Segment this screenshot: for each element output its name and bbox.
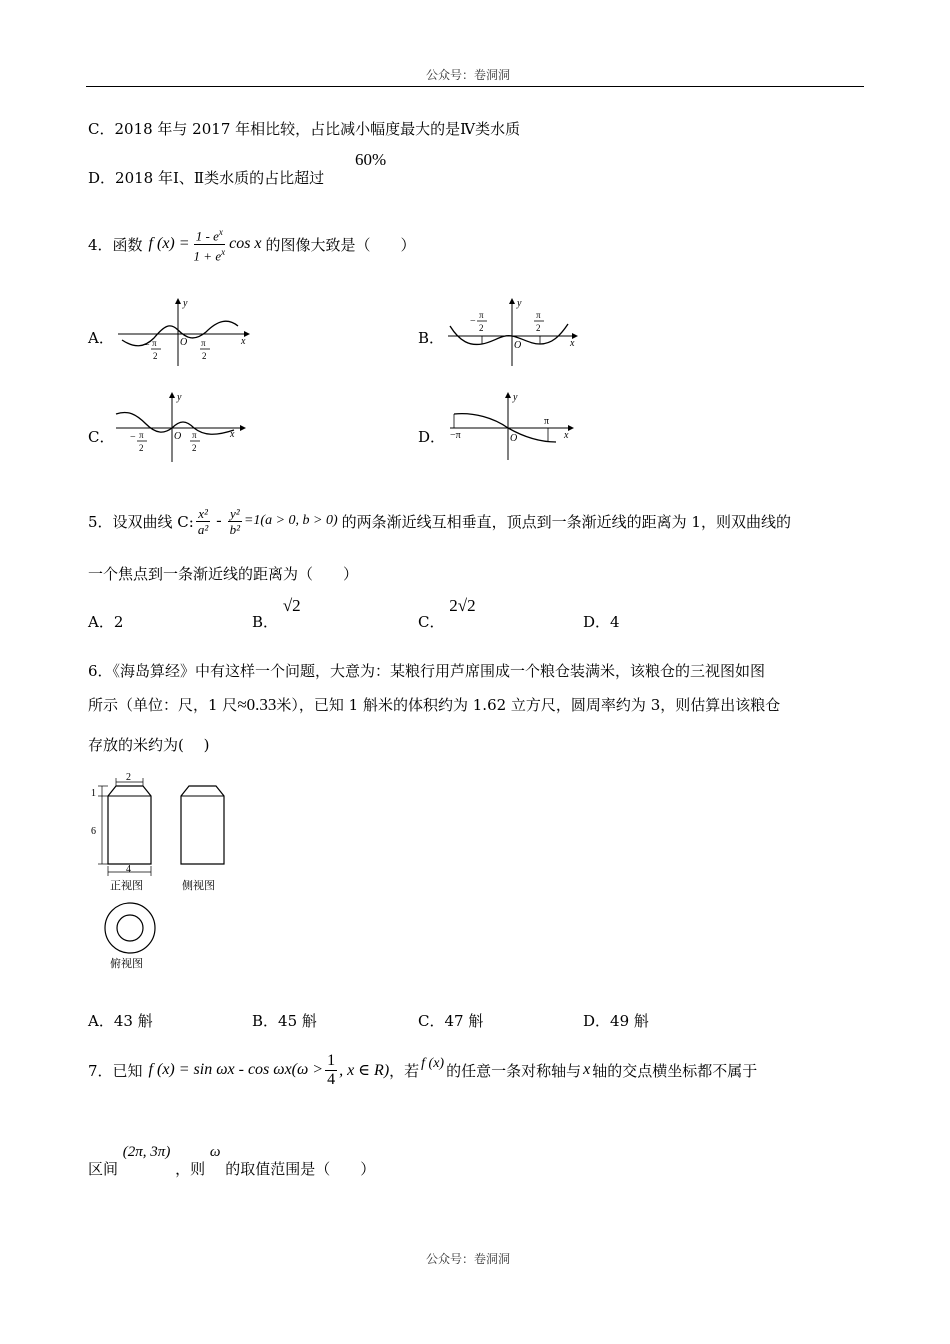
q7-mid2: 的任意一条对称轴与 <box>446 1061 582 1080</box>
y-label: y <box>183 298 188 309</box>
q5-option-d: D．4 <box>583 613 620 631</box>
x-arrow-icon <box>240 425 246 431</box>
neg-pi-num: π <box>479 310 484 320</box>
origin-label: O <box>180 337 188 348</box>
pi-label: π <box>544 416 550 427</box>
q5-option-c-label: C． <box>418 613 445 631</box>
q7-fx: f (x) = sin ωx - cos ωx(ω > <box>148 1061 324 1078</box>
q5-minus: - <box>216 512 222 529</box>
neg-pi-den: 2 <box>139 443 144 453</box>
q7-interval: (2π, 3π) <box>122 1144 171 1160</box>
q5-frac-x <box>196 506 210 537</box>
front-view-label: 正视图 <box>110 880 143 892</box>
q6-line2b: 米），已知 1 斛米的体积约为 1.62 立方尺，圆周率约为 3，则估算出该粮仓 <box>276 696 781 714</box>
q5-eq-cond: =1(a > 0, b > 0) <box>243 513 338 528</box>
header-rule <box>86 86 864 87</box>
q4-stem <box>88 222 416 266</box>
q5-a2: a² <box>197 521 209 537</box>
q5-option-a: A．2 <box>88 613 124 631</box>
pi-num: π <box>192 430 197 440</box>
q7-fx2: f (x) <box>421 1056 445 1071</box>
neg-pi-den: 2 <box>479 323 484 333</box>
neg-pi-minus: − <box>130 432 136 443</box>
neg-pi-label: −π <box>450 430 461 441</box>
q6-option-b: B．45 斛 <box>252 1012 317 1030</box>
side-view-label: 侧视图 <box>182 880 215 892</box>
q7-line2a: 区间 <box>88 1160 119 1178</box>
q5-frac-y <box>228 506 242 537</box>
curve <box>450 324 568 344</box>
origin-label: O <box>514 340 522 351</box>
q7-line1 <box>88 1045 757 1095</box>
side-view <box>181 786 224 864</box>
q4-num: 1 - e <box>195 228 219 244</box>
q4-option-d-label: D． <box>418 428 446 446</box>
x-arrow-icon <box>568 425 574 431</box>
neg-pi-num: π <box>152 338 157 348</box>
q5-prefix: 5．设双曲线 C: <box>88 512 194 531</box>
pi-num: π <box>536 310 541 320</box>
q7-cond: , x ∈ R) <box>339 1062 390 1079</box>
page-footer: 公众号：卷洞洞 <box>426 1252 511 1266</box>
q4-option-a-label: A． <box>88 329 114 347</box>
pi-den: 2 <box>192 443 197 453</box>
x-label: x <box>230 429 235 440</box>
page-header: 公众号：卷洞洞 <box>426 68 511 82</box>
dim-top: 2 <box>126 772 131 783</box>
q6-option-a: A．43 斛 <box>88 1012 153 1030</box>
y-label: y <box>513 392 518 403</box>
q6-option-d: D．49 斛 <box>583 1012 649 1030</box>
q4-graph-c <box>112 392 252 464</box>
q5-x2: x² <box>198 505 208 521</box>
q5-stem-line2: 一个焦点到一条渐近线的距离为（ ） <box>88 565 359 583</box>
dim-left-6: 6 <box>91 826 96 837</box>
q6-line3: 存放的米约为( ) <box>88 736 210 754</box>
q7-line2b: ，则 <box>175 1160 206 1178</box>
q3-option-d: D．2018 年Ⅰ、Ⅱ类水质的占比超过 <box>88 169 325 187</box>
q5-option-c <box>418 597 476 637</box>
origin-label: O <box>510 433 518 444</box>
x-label: x <box>241 336 246 347</box>
q5-line1-rest: 的两条渐近线互相垂直，顶点到一条渐近线的距离为 1，则双曲线的 <box>341 512 791 531</box>
x-label: x <box>570 338 575 349</box>
q6-option-c: C．47 斛 <box>418 1012 484 1030</box>
pi-num: π <box>201 338 206 348</box>
q4-suffix: 的图像大致是（ ） <box>265 235 416 254</box>
q7-xvar: x <box>583 1061 591 1078</box>
q7-prefix: 7．已知 <box>88 1061 143 1080</box>
q5-stem-line1 <box>88 498 791 544</box>
neg-pi-minus: − <box>470 316 476 327</box>
x-label: x <box>564 430 569 441</box>
q5-option-b-label: B． <box>252 613 279 631</box>
q4-graph-b <box>442 296 582 368</box>
q6-line2 <box>88 694 780 715</box>
dim-bottom: 4 <box>126 864 131 875</box>
pi-den: 2 <box>536 323 541 333</box>
neg-pi-num: π <box>139 430 144 440</box>
top-view-outer <box>105 903 155 953</box>
q7-line2c: 的取值范围是（ ） <box>225 1160 376 1178</box>
q4-cos: cos x <box>229 235 262 252</box>
y-arrow-icon <box>505 392 511 398</box>
q4-fx: f (x) = <box>148 235 190 252</box>
q4-den-sup: x <box>221 246 226 257</box>
y-arrow-icon <box>175 298 181 304</box>
q7-line2 <box>88 1140 375 1176</box>
y-arrow-icon <box>169 392 175 398</box>
q4-num-sup: x <box>218 227 223 238</box>
q7-mid3: 轴的交点横坐标都不属于 <box>592 1061 758 1080</box>
q5-option-b-math: √2 <box>282 596 301 615</box>
q6-line2a: 所示（单位：尺，1 尺 <box>88 696 238 714</box>
q4-den: 1 + e <box>193 247 222 263</box>
q6-line2-math: ≈0.33 <box>237 694 277 714</box>
neg-pi-minus: − <box>144 340 150 351</box>
origin-label: O <box>174 431 182 442</box>
q7-fraction <box>325 1052 337 1089</box>
q7-frac-den: 4 <box>327 1070 336 1088</box>
q4-option-c-label: C． <box>88 428 115 446</box>
neg-pi-den: 2 <box>153 351 158 361</box>
y-arrow-icon <box>509 298 515 304</box>
pi-den: 2 <box>202 351 207 361</box>
q7-omega: ω <box>209 1144 221 1160</box>
q5-b2: b² <box>229 521 240 537</box>
q4-graph-a <box>112 296 252 368</box>
q5-option-c-math: 2√2 <box>449 596 476 615</box>
q6-line1: 6．《海岛算经》中有这样一个问题，大意为：某粮行用芦席围成一个粮仓装满米，该粮仓的三视图如图 <box>88 662 766 680</box>
q3-option-d-value: 60% <box>355 150 387 169</box>
dim-left-1: 1 <box>91 788 96 799</box>
y-label: y <box>517 298 522 309</box>
q7-mid1: ，若 <box>389 1061 420 1080</box>
q4-fraction <box>192 225 228 263</box>
q5-y2: y² <box>229 505 240 521</box>
front-view <box>108 786 151 864</box>
q5-option-b <box>252 597 301 637</box>
q4-option-b-label: B． <box>418 329 445 347</box>
q3-option-c: C．2018 年与 2017 年相比较，占比减小幅度最大的是Ⅳ类水质 <box>88 120 521 138</box>
q6-three-view-figure <box>88 768 238 978</box>
q4-graph-d <box>446 390 581 462</box>
q7-frac-num: 1 <box>327 1051 336 1069</box>
top-view-label: 俯视图 <box>110 958 143 970</box>
top-view-inner <box>117 915 143 941</box>
y-label: y <box>177 392 182 403</box>
q4-prefix: 4．函数 <box>88 235 143 254</box>
